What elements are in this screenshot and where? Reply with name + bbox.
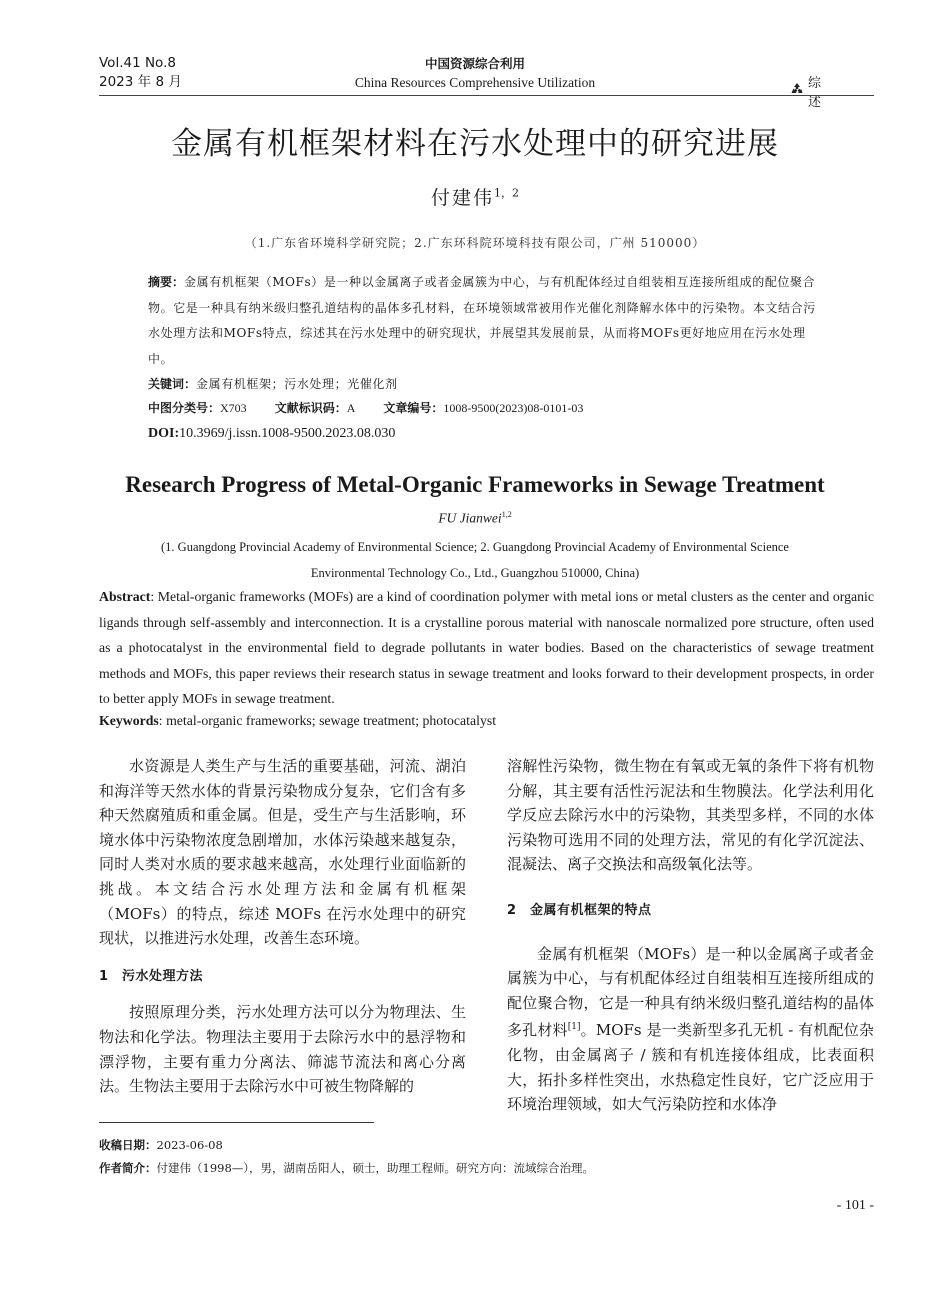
body-column-left — [99, 754, 466, 1099]
section-2-paragraph — [507, 942, 874, 1117]
section-1-heading: 1 污水处理方法 — [99, 968, 204, 984]
author-name-en: FU Jianwei — [438, 510, 502, 526]
issue-date: 2023 年 8 月 — [99, 74, 182, 90]
article-no-label: 文章编号： — [383, 401, 444, 415]
clc-value: X703 — [220, 401, 247, 415]
footnote-divider — [99, 1122, 374, 1123]
paper-title-en: Research Progress of Metal-Organic Frameworks in Sewage Treatment — [125, 472, 825, 497]
author-cn — [60, 183, 890, 210]
page-number: - 101 - — [836, 1198, 874, 1213]
section-2-text-b: 。MOFs 是一类新型多孔无机 - 有机配位杂化物，由金属离子 / 簇和有机连接体组成，比表面积大，拓扑多样性突出，水热稳定性良好，它广泛应用于环境治理领域，如大气污染防控和水体净 — [507, 1021, 874, 1114]
abstract-cn — [148, 270, 828, 398]
doc-code-label: 文献标识码： — [274, 401, 347, 415]
header-divider — [99, 95, 874, 96]
received-value: 2023-06-08 — [156, 1138, 223, 1152]
section-2-text-a: 金属有机框架（MOFs）是一种以金属离子或者金属簇为中心，与有机配体经过自组装相互连接所组成的配位聚合物，它是一种具有纳米级归整孔道结构的晶体多孔材料 — [507, 944, 874, 1040]
body-column-right — [507, 754, 874, 1117]
author-affil-sup-cn: 1，2 — [494, 186, 519, 200]
affiliation-cn: （1.广东省环境科学研究院；2.广东环科院环境科技有限公司，广州 510000） — [244, 236, 706, 250]
recycle-icon — [790, 82, 804, 100]
volume-number: Vol.41 No.8 — [99, 55, 176, 71]
author-bio-text: 付建伟（1998—），男，湖南岳阳人，硕士，助理工程师。研究方向：流域综合治理。 — [156, 1161, 595, 1175]
abstract-text-en: : Metal-organic frameworks (MOFs) are a kind of coordination polymer with metal ions or metal clusters as the center and organic ligands through self-assembly and interconnection. It is a crystalline porous material with nanoscale normalized pore structure, often used as a photocatalyst in the environmental field to degrade pollutants in water bodies. Based on the characteristics of sewage treatment methods and MOFs, this paper reviews their research status in sewage treatment and looks forward to their development prospects, in order to better apply MOFs in sewage treatment. — [99, 589, 874, 706]
abstract-label-en: Abstract — [99, 589, 151, 604]
author-en — [60, 510, 890, 527]
keywords-text-en: : metal-organic frameworks; sewage treatment; photocatalyst — [158, 713, 497, 728]
abstract-en — [99, 584, 874, 712]
journal-name-cn: 中国资源综合利用 — [424, 56, 525, 71]
section-1-paragraph-part-2: 溶解性污染物，微生物在有氧或无氧的条件下将有机物分解，其主要有活性污泥法和生物膜法。化学法利用化学反应去除污水中的污染物，其类型多样，不同的水体污染物可选用不同的处理方法，常见的有化学沉淀法、混凝法、离子交换法和高级氧化法等。 — [507, 757, 874, 874]
paper-title-cn: 金属有机框架材料在污水处理中的研究进展 — [171, 126, 779, 162]
journal-name — [310, 54, 640, 92]
author-name-cn: 付建伟 — [430, 187, 494, 209]
section-1-paragraph-part-1: 按照原理分类，污水处理方法可以分为物理法、生物法和化学法。物理法主要用于去除污水中的悬浮物和漂浮物，主要有重力分离法、筛滤节流法和离心分离法。生物法主要用于去除污水中可被生物降解的 — [99, 1003, 466, 1096]
section-name: 综 述 — [808, 76, 844, 110]
doc-code-value: A — [346, 401, 356, 415]
received-label: 收稿日期： — [99, 1138, 157, 1152]
keywords-en — [99, 708, 874, 733]
affiliation-en-line-1: (1. Guangdong Provincial Academy of Environmental Science; 2. Guangdong Provincial Academy of Environmental Science — [161, 540, 789, 554]
abstract-text-cn: 金属有机框架（MOFs）是一种以金属离子或者金属簇为中心，与有机配体经过自组装相互连接所组成的配位聚合物。它是一种具有纳米级归整孔道结构的晶体多孔材料，在环境领域常被用作光催化剂降解水体中的污染物。本文结合污水处理方法和MOFs特点，综述其在污水处理中的研究现状，并展望其发展前景，从而将MOFs更好地应用在污水处理中。 — [148, 275, 816, 366]
affiliation-en-line-2: Environmental Technology Co., Ltd., Guangzhou 510000, China) — [310, 566, 640, 580]
classification-info — [148, 399, 828, 416]
author-affil-sup-en: 1,2 — [501, 510, 512, 519]
section-label — [790, 72, 874, 110]
citation-ref-1[interactable]: [1] — [567, 1022, 581, 1033]
abstract-label-cn: 摘要： — [148, 275, 185, 289]
keywords-label-en: Keywords — [99, 713, 159, 728]
author-bio-label: 作者简介： — [99, 1161, 157, 1175]
doi-value: 10.3969/j.issn.1008-9500.2023.08.030 — [179, 426, 396, 441]
doi-label: DOI: — [148, 426, 180, 441]
journal-name-en: China Resources Comprehensive Utilization — [354, 75, 596, 90]
journal-issue-info — [99, 54, 182, 92]
clc-label: 中图分类号： — [148, 401, 221, 415]
doi — [148, 426, 395, 442]
article-no-value: 1008-9500(2023)08-0101-03 — [443, 401, 584, 415]
section-2-heading: 2 金属有机框架的特点 — [507, 902, 652, 918]
received-date — [99, 1136, 223, 1154]
affiliation-en — [60, 534, 890, 586]
keywords-label-cn: 关键词： — [148, 377, 197, 391]
intro-paragraph: 水资源是人类生产与生活的重要基础，河流、湖泊和海洋等天然水体的背景污染物成分复杂，它们含有多种天然腐殖质和重金属。但是，受生产与生活影响，环境水体中污染物浓度急剧增加，水体污染越来越复杂，同时人类对水质的要求越来越高，水处理行业面临新的挑战。本文结合污水处理方法和金属有机框架（MOFs）的特点，综述 MOFs 在污水处理中的研究现状，以推进污水处理，改善生态环境。 — [99, 757, 466, 948]
keywords-text-cn: 金属有机框架；污水处理；光催化剂 — [196, 377, 398, 391]
author-bio — [99, 1159, 594, 1177]
